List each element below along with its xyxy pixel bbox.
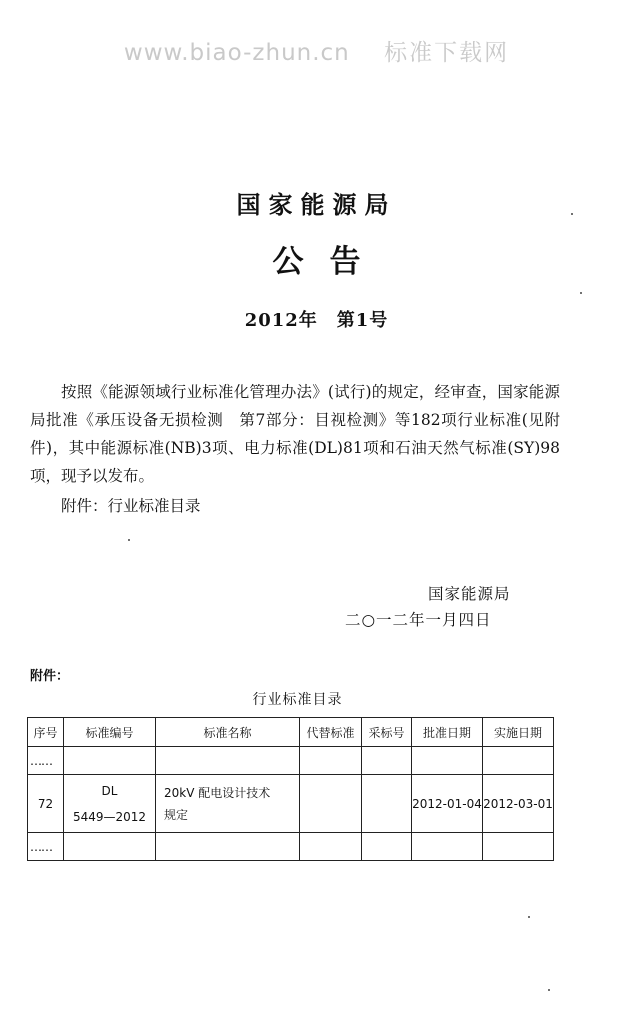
table-cell (483, 747, 554, 775)
scan-speck (128, 539, 130, 541)
table-cell (412, 833, 483, 861)
column-header: 批准日期 (412, 718, 483, 747)
table-cell (362, 833, 412, 861)
signature-date: 二○一二年一月四日 (345, 611, 492, 629)
standard-name-line: 规定 (164, 807, 189, 822)
column-header: 序号 (28, 718, 64, 747)
table-row (28, 775, 554, 833)
table-cell: …… (28, 833, 64, 861)
table-cell (64, 747, 156, 775)
table-cell (412, 747, 483, 775)
effective-date: 2012-03-01 (483, 775, 554, 833)
standard-code-prefix: DL (101, 783, 118, 798)
scan-speck (580, 292, 582, 294)
standard-name (156, 775, 300, 833)
table-title: 行业标准目录 (252, 692, 343, 708)
scan-speck (528, 916, 530, 918)
table-cell (362, 747, 412, 775)
table-cell (483, 833, 554, 861)
body-text (30, 378, 560, 490)
table-header-row (28, 718, 554, 747)
adopted-standard-no (362, 775, 412, 833)
issuer-heading: 国家能源局 (236, 191, 397, 219)
standard-code-number: 5449—2012 (72, 809, 147, 824)
column-header: 采标号 (362, 718, 412, 747)
table-cell (156, 833, 300, 861)
table-cell (156, 747, 300, 775)
table-cell (300, 747, 362, 775)
standards-catalog-table (27, 717, 554, 861)
table-row-ellipsis (28, 833, 554, 861)
signature-organization: 国家能源局 (428, 585, 511, 603)
document-title: 公告 (272, 244, 387, 280)
table-cell: …… (28, 747, 64, 775)
table-cell (64, 833, 156, 861)
table-cell (300, 833, 362, 861)
scan-speck (571, 213, 573, 215)
column-header: 代替标准 (300, 718, 362, 747)
row-index: 72 (28, 775, 64, 833)
watermark (0, 34, 633, 67)
replaces-standard (300, 775, 362, 833)
column-header: 标准名称 (156, 718, 300, 747)
standard-name-line: 20kV 配电设计技术 (164, 785, 271, 800)
watermark-site-name: 标准下载网 (384, 40, 510, 66)
attachment-label: 附件： (30, 669, 70, 684)
body-paragraph: 按照《能源领域行业标准化管理办法》(试行)的规定，经审查，国家能源局批准《承压设备无损检测 第7部分：目视检测》等182项行业标准(见附件)，其中能源标准(NB)3项、电力标准(DL)81项和石油天然气标准(SY)98项，现予以发布。 (30, 383, 560, 485)
scan-speck (548, 989, 550, 991)
table-row-ellipsis (28, 747, 554, 775)
column-header: 实施日期 (483, 718, 554, 747)
column-header: 标准编号 (64, 718, 156, 747)
approval-date: 2012-01-04 (412, 775, 483, 833)
standard-code (64, 775, 156, 833)
document-number: 2012年 第1号 (244, 310, 389, 331)
attachment-reference: 附件：行业标准目录 (61, 497, 201, 515)
watermark-url: www.biao-zhun.cn (123, 40, 350, 66)
